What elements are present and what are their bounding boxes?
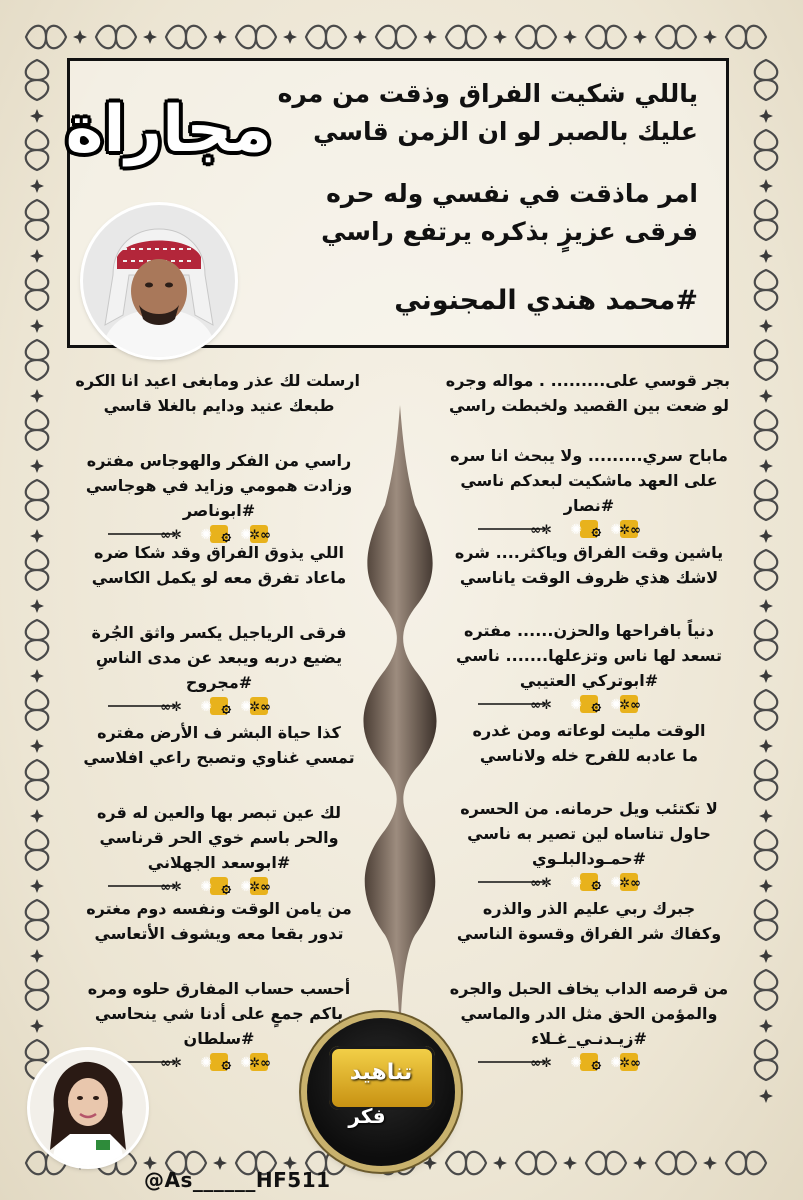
author-avatar	[30, 1050, 146, 1166]
ornamental-divider	[78, 695, 360, 717]
verse-line: لاشك هذي ظروف الوقت ياناسي	[459, 568, 719, 587]
logo-text-fikr: فكر	[348, 1104, 386, 1128]
poet-tag: #زيـدنـي_غـلاء	[531, 1029, 647, 1048]
ornamental-divider	[448, 1051, 730, 1073]
ornamental-divider	[448, 871, 730, 893]
svg-text:∞✲: ∞✲	[619, 523, 641, 538]
poet-tag: #نصار	[563, 496, 615, 515]
verse-line: من يامن الوقت ونفسه دوم مغتره	[86, 899, 352, 918]
stanza	[448, 540, 730, 590]
svg-text:✲∞: ✲∞	[530, 1056, 552, 1071]
svg-text:✺: ✺	[200, 1055, 212, 1071]
svg-text:✺: ✺	[570, 1055, 582, 1071]
stanza	[78, 800, 360, 897]
verse-line: أحسب حساب المفارق حلوه ومره	[87, 979, 351, 998]
svg-text:✺: ✺	[610, 875, 622, 891]
svg-text:✺: ✺	[570, 522, 582, 538]
poet-tag: #ابوناصر	[182, 501, 256, 520]
svg-text:۞: ۞	[221, 697, 231, 716]
logo-text-tanahid: تناهيد	[349, 1060, 413, 1085]
verse-line: تمسي غناوي وتصبح راعي افلاسي	[83, 748, 355, 767]
svg-text:✺: ✺	[200, 699, 212, 715]
stanza	[78, 448, 360, 545]
svg-text:✺: ✺	[610, 697, 622, 713]
ornamental-divider	[448, 518, 730, 540]
verse-line: ماعاد تفرق معه لو يكمل الكاسي	[91, 568, 347, 587]
svg-text:✺: ✺	[240, 527, 252, 543]
svg-text:✺: ✺	[240, 1055, 252, 1071]
svg-text:۞: ۞	[221, 525, 231, 544]
svg-text:∞✲: ∞✲	[249, 880, 271, 895]
header-verse1-line1: ياللي شكيت الفراق وذقت من مره	[277, 79, 698, 108]
svg-text:۞: ۞	[221, 877, 231, 896]
header-verse1-line2: عليك بالصبر لو ان الزمن قاسي	[313, 117, 698, 146]
stanza	[78, 720, 360, 770]
poet-tag: #حمـودالبلـوي	[531, 849, 647, 868]
verse-line: لك عين تبصر بها والعين له قره	[96, 803, 341, 822]
verse-line: لا تكتئب ويل حرمانه. من الحسره	[460, 799, 718, 818]
stanza	[78, 620, 360, 717]
verse-line: بجر قوسي على......... . مواله وجره	[445, 371, 730, 390]
verse-line: والحر باسم خوي الحر قرناسي	[99, 828, 339, 847]
svg-text:✲∞: ✲∞	[530, 698, 552, 713]
brand-title: مجاراة	[65, 93, 272, 167]
stanza	[75, 368, 360, 418]
svg-text:✺: ✺	[200, 879, 212, 895]
stanza	[448, 443, 730, 540]
stanza	[448, 796, 730, 893]
svg-text:∞✲: ∞✲	[619, 1056, 641, 1071]
verse-line: فرقى الرياجيل يكسر واثق الجُرة	[91, 623, 347, 642]
header-poet-name: #محمد هندي المجنوني	[394, 285, 698, 316]
stanza	[448, 718, 730, 768]
poet-tag: #ابوتركي العتيبي	[519, 671, 659, 690]
svg-text:۞: ۞	[591, 1053, 601, 1072]
svg-text:۞: ۞	[591, 873, 601, 892]
svg-text:✲∞: ✲∞	[160, 700, 182, 715]
verse-line: من قرصه الداب يخاف الحبل والجره	[449, 979, 729, 998]
svg-text:✺: ✺	[240, 879, 252, 895]
svg-text:∞✲: ∞✲	[619, 876, 641, 891]
stanza	[448, 618, 730, 715]
poet-tag: #مجروح	[185, 673, 253, 692]
center-vase-ornament	[345, 405, 455, 1045]
svg-text:✲∞: ✲∞	[530, 523, 552, 538]
poet-tag: #ابوسعد الجهلاني	[147, 853, 291, 872]
stanza	[448, 976, 730, 1073]
poet-tag: #سلطان	[183, 1029, 255, 1048]
verse-line: تدور بقعا معه ويشوف الأتعاسي	[94, 924, 344, 943]
stanza	[445, 368, 730, 418]
header-box	[67, 58, 729, 348]
verse-line: كذا حياة البشر ف الأرض مفتره	[97, 723, 341, 742]
svg-text:✲∞: ✲∞	[160, 528, 182, 543]
svg-text:∞✲: ∞✲	[249, 700, 271, 715]
author-handle: @As______HF511	[144, 1168, 331, 1192]
verse-line: والمؤمن الحق مثل الدر والماسي	[460, 1004, 718, 1023]
verse-line: لو ضعت بين القصيد ولخبطت راسي	[449, 396, 729, 415]
verse-line: ماباح سري......... ولا يبحث انا سره	[450, 446, 728, 465]
ornamental-border-top	[18, 14, 785, 60]
svg-text:∞✲: ∞✲	[249, 1056, 271, 1071]
svg-text:∞✲: ∞✲	[249, 528, 271, 543]
tanahid-fikr-logo	[307, 1018, 455, 1166]
verse-line: حاول تناساه لين تصير به ناسي	[467, 824, 711, 843]
verse-line: ياشين وقت الفراق وياكثر.... شره	[454, 543, 724, 562]
ornamental-divider	[78, 875, 360, 897]
svg-text:✲∞: ✲∞	[530, 876, 552, 891]
verse-line: الوقت مليت لوعاته ومن غدره	[472, 721, 706, 740]
svg-text:✺: ✺	[610, 1055, 622, 1071]
svg-text:✺: ✺	[570, 875, 582, 891]
ornamental-divider	[448, 693, 730, 715]
svg-text:∞✲: ∞✲	[619, 698, 641, 713]
header-verse2-line2: فرقى عزيزٍ بذكره يرتفع راسي	[321, 217, 698, 246]
svg-text:۞: ۞	[221, 1053, 231, 1072]
verse-line: اللي يذوق الفراق وقد شكا ضره	[94, 543, 344, 562]
stanza	[448, 896, 730, 946]
header-verse2-line1: امر ماذقت في نفسي وله حره	[326, 179, 698, 208]
verse-line: ياكم جمعٍ على أدنا شي ينحاسي	[94, 1004, 344, 1023]
svg-text:✺: ✺	[610, 522, 622, 538]
svg-text:✺: ✺	[570, 697, 582, 713]
poet-avatar	[83, 205, 235, 357]
ornamental-border-right	[743, 50, 789, 1150]
verse-line: دنياً بافراحها والحزن...... مفتره	[464, 621, 714, 640]
verse-line: جبرك ربي عليم الذر والذره	[482, 899, 696, 918]
stanza	[78, 540, 360, 590]
svg-text:✲∞: ✲∞	[160, 1056, 182, 1071]
svg-text:✺: ✺	[240, 699, 252, 715]
svg-text:۞: ۞	[591, 695, 601, 714]
svg-text:✲∞: ✲∞	[160, 880, 182, 895]
ornamental-border-left	[14, 50, 60, 1150]
verse-line: ارسلت لك عذر ومابغى اعيد انا الكره	[75, 371, 360, 390]
verse-line: ما عادبه للفرح خله ولاناسي	[479, 746, 699, 765]
verse-line: يضيع دربه ويبعد عن مدى الناسِ	[95, 648, 343, 667]
verse-line: طبعك عنيد ودايم بالغلا قاسي	[103, 396, 335, 415]
verse-line: وزادت همومي وزايد في هوجاسي	[85, 476, 353, 495]
svg-text:✺: ✺	[200, 527, 212, 543]
verse-line: راسي من الفكر والهوجاس مفتره	[86, 451, 352, 470]
verse-line: تسعد لها ناس وتزعلها....... ناسي	[456, 646, 722, 665]
verse-line: وكفاك شر الفراق وقسوة الناسي	[456, 924, 722, 943]
stanza	[78, 896, 360, 946]
verse-line: على العهد ماشكيت لبعدكم ناسي	[460, 471, 718, 490]
svg-text:۞: ۞	[591, 520, 601, 539]
